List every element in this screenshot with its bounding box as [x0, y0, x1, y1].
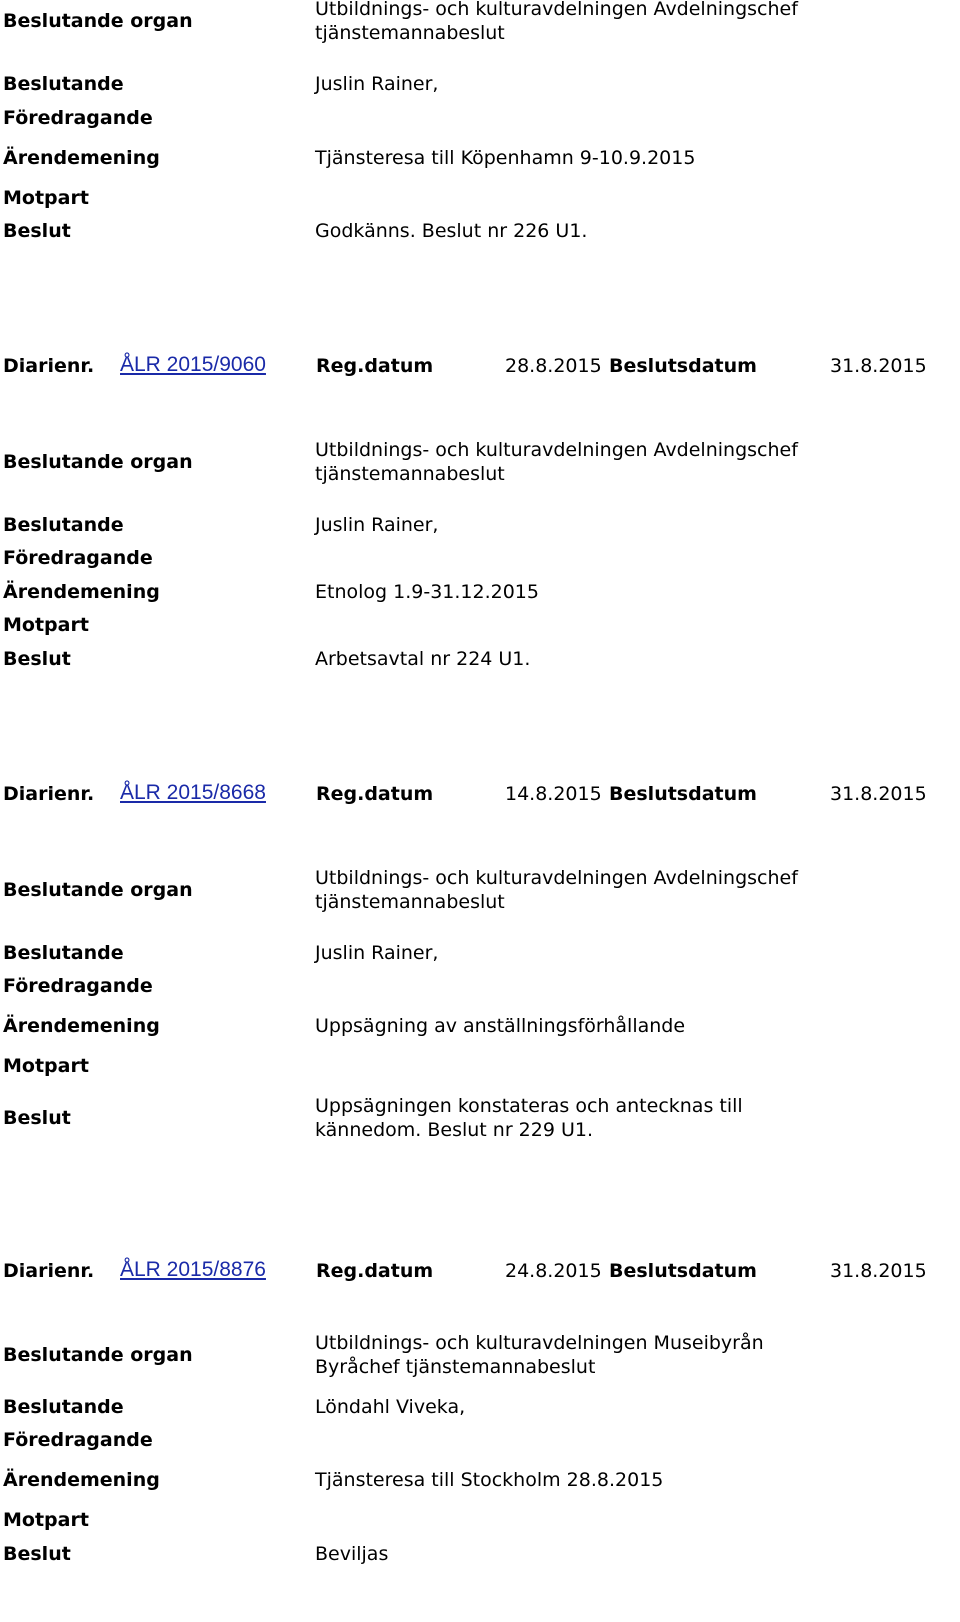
value-beslutande: Löndahl Viveka, [315, 1396, 466, 1418]
label-beslutsdatum: Beslutsdatum [609, 783, 757, 805]
diarienr-link[interactable]: ÅLR 2015/9060 [120, 353, 266, 376]
label-beslutsdatum: Beslutsdatum [609, 355, 757, 377]
label-beslut: Beslut [3, 220, 71, 242]
label-foredragande: Föredragande [3, 1429, 153, 1451]
value-beslutande: Juslin Rainer, [315, 942, 439, 964]
value-beslutsdatum: 31.8.2015 [830, 783, 927, 805]
label-foredragande: Föredragande [3, 547, 153, 569]
label-beslutande: Beslutande [3, 514, 124, 536]
label-motpart: Motpart [3, 187, 89, 209]
label-beslutande: Beslutande [3, 1396, 124, 1418]
label-diarienr: Diarienr. [3, 1260, 95, 1282]
label-arendemening: Ärendemening [3, 147, 160, 169]
value-beslut: Beviljas [315, 1543, 389, 1565]
label-regdatum: Reg.datum [316, 1260, 434, 1282]
label-beslutande-organ: Beslutande organ [3, 879, 193, 901]
value-beslutande-organ: Utbildnings- och kulturavdelningen Avdelningschef tjänstemannabeslut [315, 867, 798, 913]
label-motpart: Motpart [3, 614, 89, 636]
value-beslutande-organ: Utbildnings- och kulturavdelningen Avdelningschef tjänstemannabeslut [315, 439, 798, 485]
value-beslut: Godkänns. Beslut nr 226 U1. [315, 220, 588, 242]
value-beslutsdatum: 31.8.2015 [830, 355, 927, 377]
label-motpart: Motpart [3, 1055, 89, 1077]
value-arendemening: Tjänsteresa till Stockholm 28.8.2015 [315, 1469, 664, 1491]
value-beslut: Arbetsavtal nr 224 U1. [315, 648, 531, 670]
value-arendemening: Etnolog 1.9-31.12.2015 [315, 581, 539, 603]
label-foredragande: Föredragande [3, 107, 153, 129]
value-beslutande: Juslin Rainer, [315, 514, 439, 536]
diarienr-link[interactable]: ÅLR 2015/8876 [120, 1258, 266, 1281]
label-arendemening: Ärendemening [3, 1469, 160, 1491]
value-regdatum: 14.8.2015 [505, 783, 602, 805]
label-diarienr: Diarienr. [3, 355, 95, 377]
value-arendemening: Uppsägning av anställningsförhållande [315, 1015, 686, 1037]
label-beslutande: Beslutande [3, 942, 124, 964]
label-beslutande-organ: Beslutande organ [3, 451, 193, 473]
label-regdatum: Reg.datum [316, 355, 434, 377]
label-arendemening: Ärendemening [3, 581, 160, 603]
value-beslutande-organ: Utbildnings- och kulturavdelningen Avdelningschef tjänstemannabeslut [315, 0, 798, 44]
value-beslutande: Juslin Rainer, [315, 73, 439, 95]
label-beslutande-organ: Beslutande organ [3, 10, 193, 32]
value-beslut: Uppsägningen konstateras och antecknas till kännedom. Beslut nr 229 U1. [315, 1095, 743, 1141]
value-beslutande-organ: Utbildnings- och kulturavdelningen Museibyrån Byråchef tjänstemannabeslut [315, 1332, 764, 1378]
value-regdatum: 24.8.2015 [505, 1260, 602, 1282]
label-beslutande-organ: Beslutande organ [3, 1344, 193, 1366]
label-beslut: Beslut [3, 1107, 71, 1129]
value-beslutsdatum: 31.8.2015 [830, 1260, 927, 1282]
label-arendemening: Ärendemening [3, 1015, 160, 1037]
label-motpart: Motpart [3, 1509, 89, 1531]
label-beslutsdatum: Beslutsdatum [609, 1260, 757, 1282]
value-regdatum: 28.8.2015 [505, 355, 602, 377]
label-regdatum: Reg.datum [316, 783, 434, 805]
label-foredragande: Föredragande [3, 975, 153, 997]
label-beslut: Beslut [3, 1543, 71, 1565]
label-beslut: Beslut [3, 648, 71, 670]
label-diarienr: Diarienr. [3, 783, 95, 805]
label-beslutande: Beslutande [3, 73, 124, 95]
value-arendemening: Tjänsteresa till Köpenhamn 9-10.9.2015 [315, 147, 696, 169]
diarienr-link[interactable]: ÅLR 2015/8668 [120, 781, 266, 804]
